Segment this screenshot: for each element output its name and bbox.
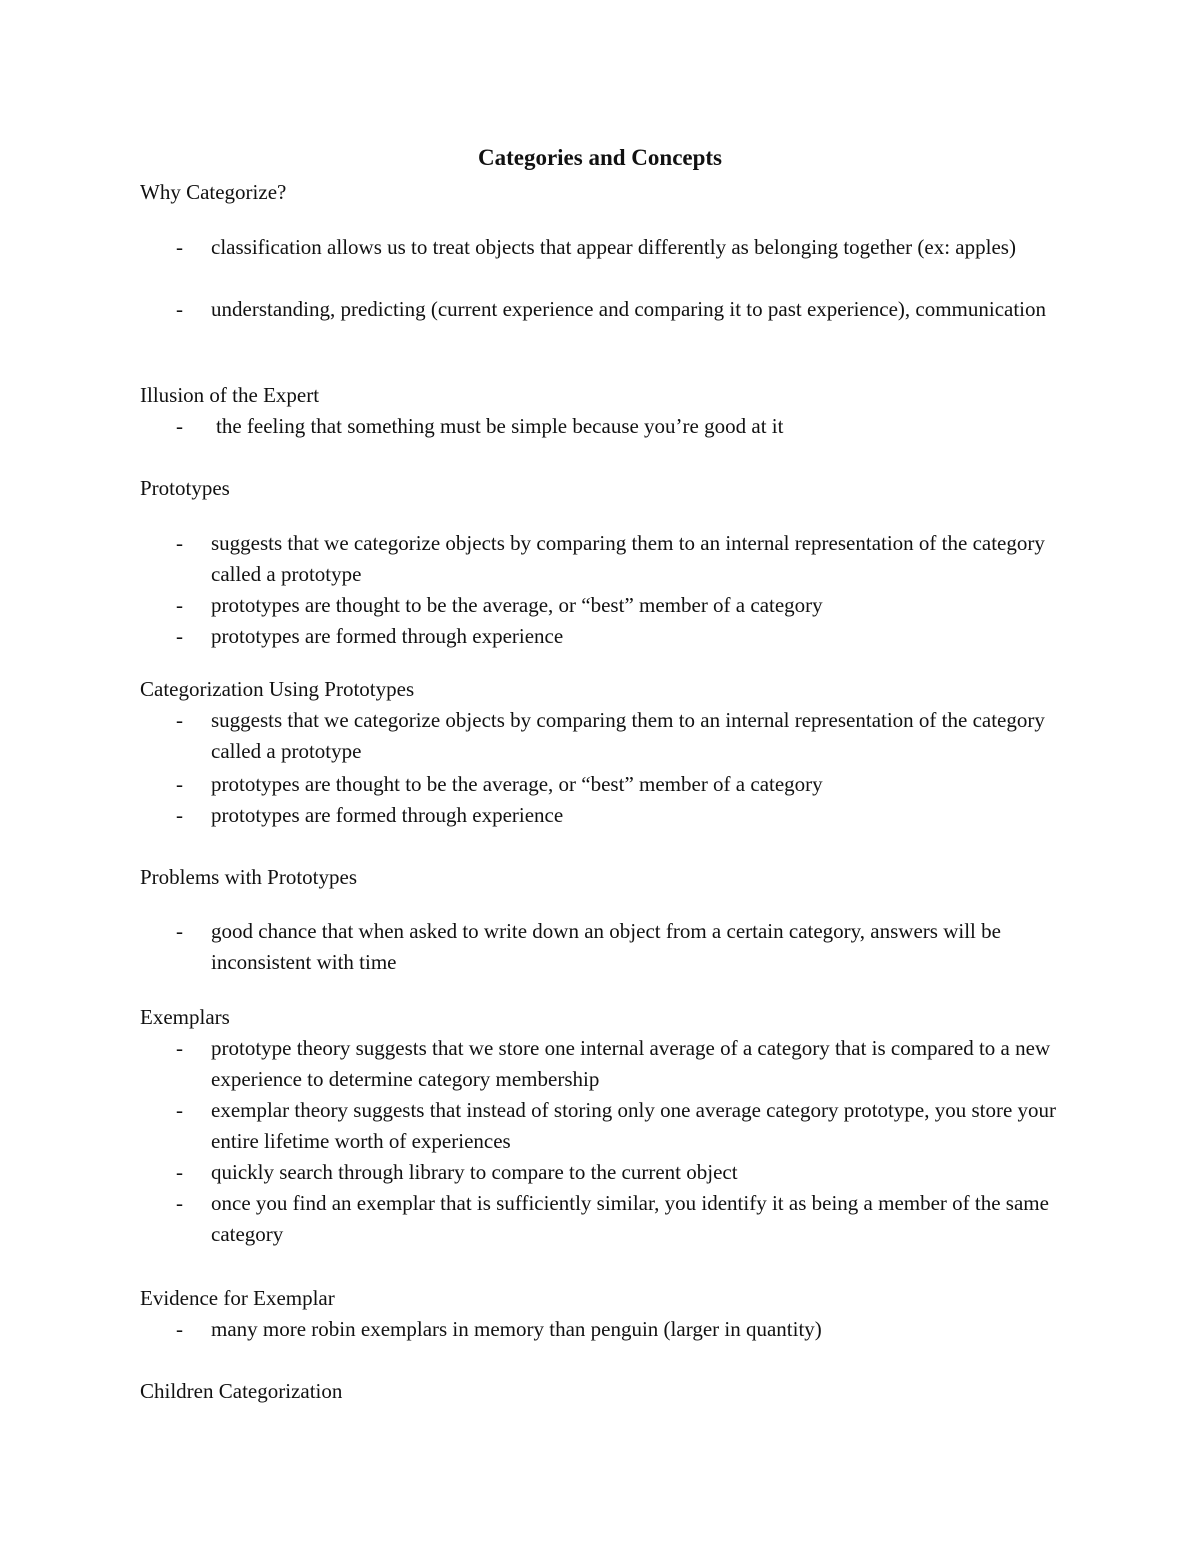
bullet-text: suggests that we categorize objects by comparing them to an internal representation of the category called a prototype [211, 708, 1045, 763]
bullet-text: exemplar theory suggests that instead of storing only one average category prototype, you store your entire lifetime worth of experiences [211, 1098, 1057, 1153]
bullet-marker: - [176, 919, 183, 943]
list-item [140, 411, 1070, 442]
section-heading-exemplars: Exemplars [140, 1005, 230, 1029]
bullet-text: prototypes are thought to be the average, or “best” member of a category [211, 593, 823, 617]
bullet-marker: - [176, 297, 183, 321]
bullet-marker: - [176, 772, 183, 796]
list-item [140, 1033, 1070, 1095]
bullet-text: prototypes are formed through experience [211, 803, 564, 827]
document-title: Categories and Concepts [477, 145, 723, 170]
bullet-marker: - [176, 531, 183, 555]
bullet-marker: - [176, 1036, 183, 1060]
list-item [140, 800, 1070, 831]
bullet-marker: - [176, 1191, 183, 1215]
list-item [140, 528, 1070, 590]
bullet-marker: - [176, 593, 183, 617]
list-item [140, 705, 1070, 767]
list-item [140, 621, 1070, 652]
section-heading-evidence-for-exemplar: Evidence for Exemplar [140, 1286, 335, 1310]
section-heading-why-categorize: Why Categorize? [140, 180, 287, 204]
section-heading-problems-with-prototypes: Problems with Prototypes [140, 865, 358, 889]
list-item [140, 916, 1070, 978]
bullet-marker: - [176, 803, 183, 827]
list-item [140, 1157, 1070, 1188]
bullet-text: classification allows us to treat objects that appear differently as belonging together (ex: apples) [211, 235, 1016, 259]
list-item [140, 769, 1070, 800]
section-heading-categorization-using-prototypes: Categorization Using Prototypes [140, 677, 415, 701]
list-item [140, 1095, 1070, 1157]
bullet-marker: - [176, 1098, 183, 1122]
bullet-text: the feeling that something must be simple because you’re good at it [216, 414, 784, 438]
bullet-marker: - [176, 708, 183, 732]
bullet-marker: - [176, 1317, 183, 1341]
bullet-marker: - [176, 235, 183, 259]
bullet-text: prototypes are thought to be the average, or “best” member of a category [211, 772, 823, 796]
bullet-text: suggests that we categorize objects by comparing them to an internal representation of the category called a prototype [211, 531, 1045, 586]
list-item [140, 590, 1070, 621]
list-item [140, 232, 1070, 294]
bullet-text: understanding, predicting (current experience and comparing it to past experience), communication [211, 297, 1047, 321]
list-item [140, 294, 1070, 356]
bullet-text: quickly search through library to compare to the current object [211, 1160, 738, 1184]
bullet-text: prototypes are formed through experience [211, 624, 564, 648]
list-item [140, 1314, 1070, 1345]
section-heading-children-categorization: Children Categorization [140, 1379, 343, 1403]
bullet-text: good chance that when asked to write down an object from a certain category, answers will be inconsistent with time [211, 919, 1001, 974]
list-item [140, 1188, 1070, 1250]
bullet-text: prototype theory suggests that we store one internal average of a category that is compared to a new experience to determine category membership [211, 1036, 1051, 1091]
section-heading-prototypes: Prototypes [140, 476, 230, 500]
bullet-text: once you find an exemplar that is sufficiently similar, you identify it as being a member of the same category [211, 1191, 1049, 1246]
bullet-marker: - [176, 414, 183, 438]
bullet-marker: - [176, 1160, 183, 1184]
bullet-marker: - [176, 624, 183, 648]
bullet-text: many more robin exemplars in memory than penguin (larger in quantity) [211, 1317, 822, 1341]
section-heading-illusion-of-the-expert: Illusion of the Expert [140, 383, 320, 407]
